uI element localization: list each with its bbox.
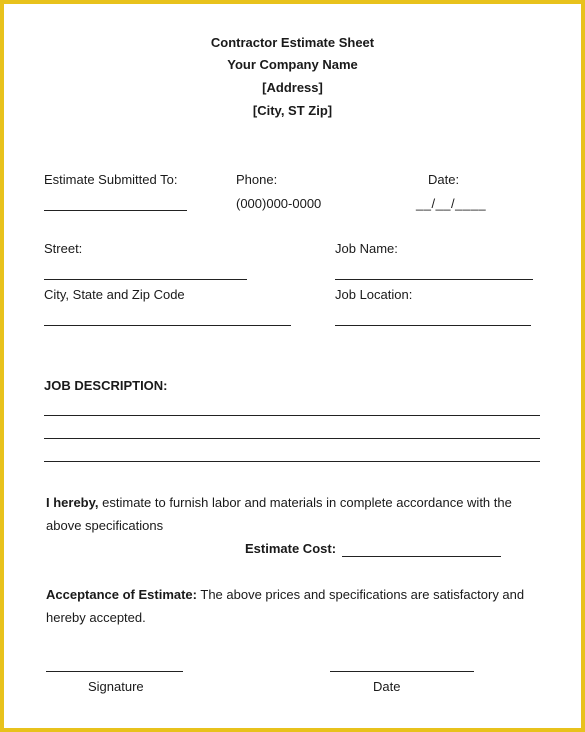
date-field[interactable]: __/__/____ (416, 196, 487, 211)
company-address: [Address] (262, 80, 323, 95)
city-state-zip-field[interactable] (44, 325, 291, 326)
acceptance-bold: Acceptance of Estimate: (46, 587, 197, 602)
company-name: Your Company Name (227, 57, 358, 72)
street-label: Street: (44, 241, 83, 256)
hereby-statement (46, 495, 512, 511)
estimate-sheet (4, 4, 581, 728)
signature-label: Signature (88, 679, 144, 694)
date-signature-label: Date (373, 679, 401, 694)
company-city: [City, ST Zip] (252, 103, 333, 118)
acceptance-text-line2: hereby accepted. (46, 610, 146, 625)
job-name-field[interactable] (335, 279, 533, 280)
hereby-bold: I hereby, (46, 495, 99, 510)
job-location-field[interactable] (335, 325, 531, 326)
submitted-to-field[interactable] (44, 210, 187, 211)
submitted-to-label: Estimate Submitted To: (44, 172, 178, 187)
job-description-line[interactable] (44, 415, 540, 416)
job-description-line[interactable] (44, 438, 540, 439)
date-signature-line[interactable] (330, 671, 474, 672)
estimate-cost-field[interactable] (342, 556, 501, 557)
phone-field[interactable]: (000)000-0000 (236, 196, 322, 211)
city-state-zip-label: City, State and Zip Code (44, 287, 185, 302)
phone-label: Phone: (236, 172, 278, 187)
hereby-text: estimate to furnish labor and materials in complete accordance with the (102, 495, 512, 510)
job-location-label: Job Location: (335, 287, 413, 302)
job-name-label: Job Name: (335, 241, 398, 256)
signature-line[interactable] (46, 671, 183, 672)
acceptance-text: The above prices and specifications are satisfactory and (200, 587, 525, 602)
date-label: Date: (428, 172, 460, 187)
hereby-text-line2: above specifications (46, 518, 164, 533)
street-field[interactable] (44, 279, 247, 280)
acceptance-statement (46, 587, 524, 603)
job-description-label: JOB DESCRIPTION: (44, 378, 168, 393)
sheet-title: Contractor Estimate Sheet (210, 35, 375, 50)
estimate-cost-label: Estimate Cost: (245, 541, 337, 556)
job-description-line[interactable] (44, 461, 540, 462)
